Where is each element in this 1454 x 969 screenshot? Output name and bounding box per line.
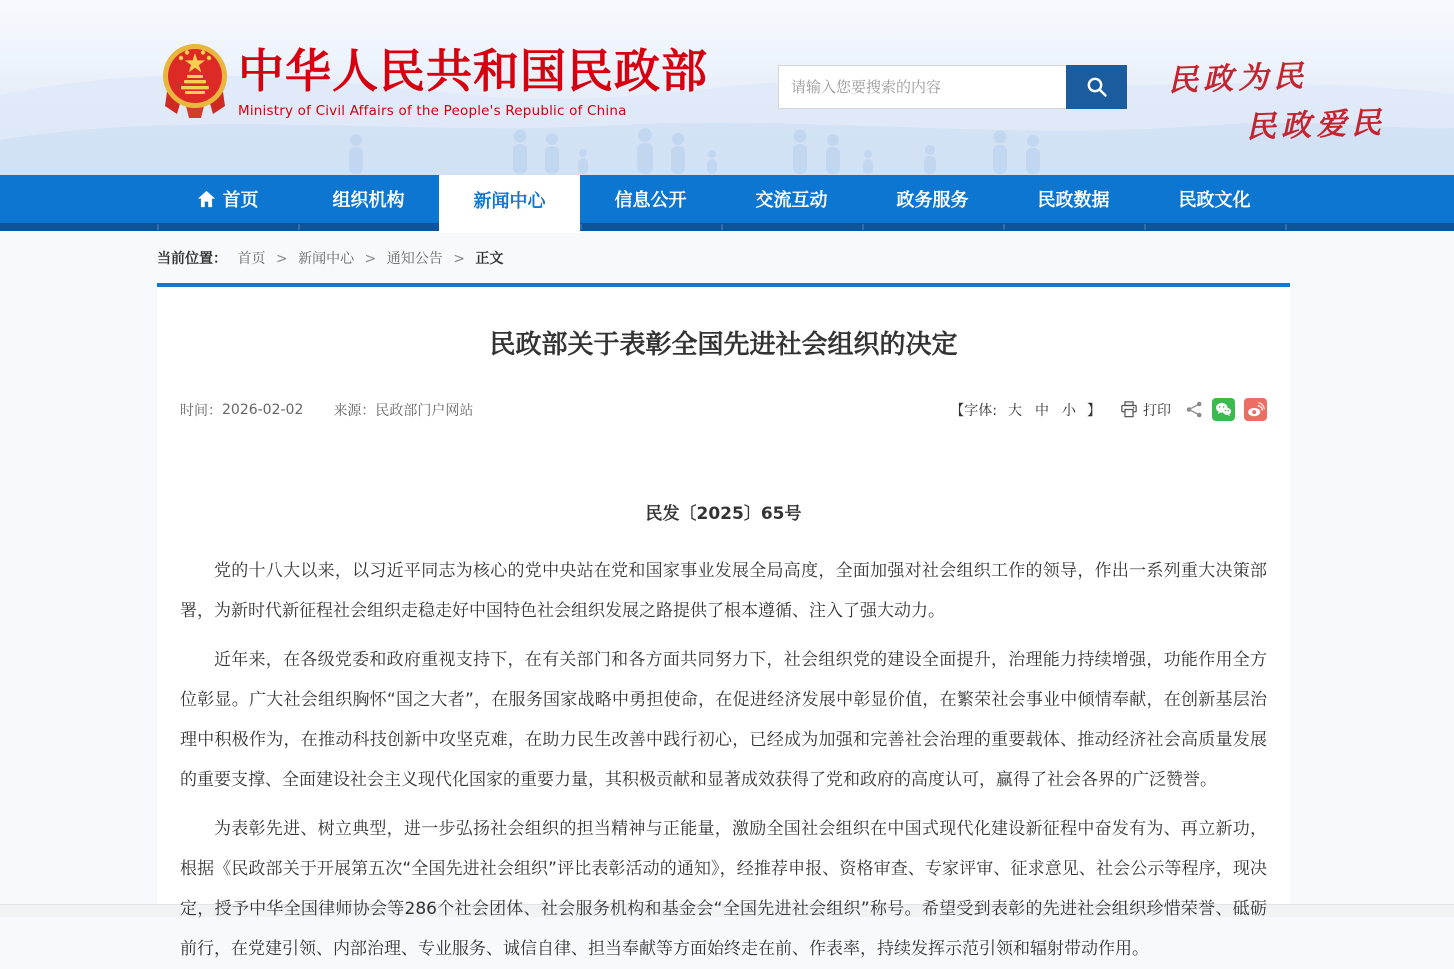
article-time: 2026-02-02	[222, 401, 304, 418]
site-header	[0, 0, 1454, 175]
breadcrumb-home[interactable]: 首页	[237, 251, 266, 267]
breadcrumb-news-center[interactable]: 新闻中心	[298, 251, 355, 267]
font-size-small-button[interactable]: 小	[1062, 402, 1076, 419]
breadcrumb	[0, 231, 1454, 283]
article-source-label: 来源：	[333, 402, 376, 419]
share-icon	[1186, 401, 1203, 418]
font-size-label-suffix: 】	[1087, 402, 1101, 419]
breadcrumb-separator: >	[453, 251, 465, 267]
nav-item-label: 民政数据	[1037, 190, 1110, 211]
article-body	[180, 551, 1267, 969]
article-panel	[157, 287, 1290, 959]
printer-icon	[1120, 401, 1138, 418]
breadcrumb-separator: >	[275, 251, 288, 267]
nav-item-information-disclosure[interactable]	[580, 175, 721, 223]
nav-item-label: 新闻中心	[473, 190, 546, 212]
article-meta-left	[180, 400, 473, 420]
breadcrumb-notices[interactable]: 通知公告	[386, 251, 443, 267]
nav-item-label: 信息公开	[614, 190, 687, 211]
site-search	[778, 65, 1127, 109]
article-meta-row	[180, 398, 1267, 421]
site-branding	[238, 44, 708, 119]
wechat-icon	[1214, 400, 1233, 419]
document-number: 民发〔2025〕65号	[645, 504, 802, 524]
article-paragraph: 为表彰先进、树立典型，进一步弘扬社会组织的担当精神与正能量，激励全国社会组织在中国式现代化建设新征程中奋发有为、再立新功，根据《民政部关于开展第五次“全国先进社会组织”评比表彰活动的通知》，经推荐申报、资格审查、专家评审、征求意见、社会公示等程序，现决定，授予中华全国律师协会等286个社会团体、社会服务机构和基金会“全国先进社会组织”称号。希望受到表彰的先进社会组织珍惜荣誉、砥砺前行，在党建引领、内部治理、专业服务、诚信自律、担当奉献等方面始终走在前、作表率，持续发挥示范引领和辐射带动作用。	[180, 819, 1267, 959]
print-button[interactable]	[1120, 400, 1171, 420]
weibo-share-button[interactable]	[1244, 398, 1267, 421]
site-title-cn: 中华人民共和国民政部	[238, 44, 708, 98]
nav-item-home[interactable]	[157, 175, 298, 223]
font-size-large-button[interactable]: 大	[1008, 402, 1022, 419]
breadcrumb-separator: >	[364, 251, 377, 267]
slogan-line-1: 民政为民	[1167, 58, 1309, 99]
article-paragraph: 党的十八大以来，以习近平同志为核心的党中央站在党和国家事业发展全局高度，全面加强对社会组织工作的领导，作出一系列重大决策部署，为新时代新征程社会组织走稳走好中国特色社会组织发展之路提供了根本遵循、注入了强大动力。	[180, 561, 1267, 621]
nav-item-interaction[interactable]	[721, 175, 862, 223]
nav-item-label: 交流互动	[755, 190, 828, 211]
main-navigation	[0, 175, 1454, 231]
article-title: 民政部关于表彰全国先进社会组织的决定	[489, 330, 958, 360]
site-title-en: Ministry of Civil Affairs of the People's Republic of China	[238, 103, 627, 120]
nav-item-news-center[interactable]	[439, 175, 580, 233]
nav-item-civil-affairs-data[interactable]	[1003, 175, 1144, 223]
breadcrumb-current: 正文	[475, 251, 504, 267]
nav-item-label: 组织机构	[332, 190, 405, 211]
home-icon	[197, 190, 216, 208]
article-time-label: 时间：	[180, 402, 222, 419]
slogan-line-2: 民政爱民	[1245, 105, 1387, 146]
font-size-label-prefix: 【字体:	[950, 402, 997, 419]
weibo-icon	[1246, 400, 1265, 419]
article-paragraph: 近年来，在各级党委和政府重视支持下，在有关部门和各方面共同努力下，社会组织党的建设全面提升，治理能力持续增强，功能作用全方位彰显。广大社会组织胸怀“国之大者”，在服务国家战略中勇担使命，在促进经济发展中彰显价值，在繁荣社会事业中倾情奉献，在创新基层治理中积极作为，在推动科技创新中攻坚克难，在助力民生改善中践行初心，已经成为加强和完善社会治理的重要载体、推动经济社会高质量发展的重要支撑、全面建设社会主义现代化国家的重要力量，其积极贡献和显著成效获得了党和政府的高度认可，赢得了社会各界的广泛赞誉。	[180, 650, 1267, 790]
share-button[interactable]	[1186, 401, 1203, 418]
nav-separator	[1285, 224, 1287, 230]
font-size-medium-button[interactable]: 中	[1035, 402, 1049, 419]
national-emblem-logo	[161, 40, 229, 120]
breadcrumb-label: 当前位置：	[157, 251, 227, 267]
nav-item-government-services[interactable]	[862, 175, 1003, 223]
nav-item-label: 政务服务	[896, 190, 969, 211]
nav-item-organization[interactable]	[298, 175, 439, 223]
nav-item-civil-affairs-culture[interactable]	[1144, 175, 1285, 223]
wechat-share-button[interactable]	[1212, 398, 1235, 421]
nav-item-label: 首页	[222, 190, 259, 211]
article-meta-right	[950, 398, 1267, 421]
print-label: 打印	[1143, 402, 1171, 419]
nav-item-label: 民政文化	[1178, 190, 1251, 211]
search-input[interactable]	[778, 65, 1066, 109]
search-button[interactable]	[1066, 65, 1127, 109]
nav-items	[157, 175, 1285, 233]
search-icon	[1085, 75, 1109, 99]
header-slogan	[1168, 52, 1386, 144]
article-source: 民政部门户网站	[375, 402, 474, 419]
